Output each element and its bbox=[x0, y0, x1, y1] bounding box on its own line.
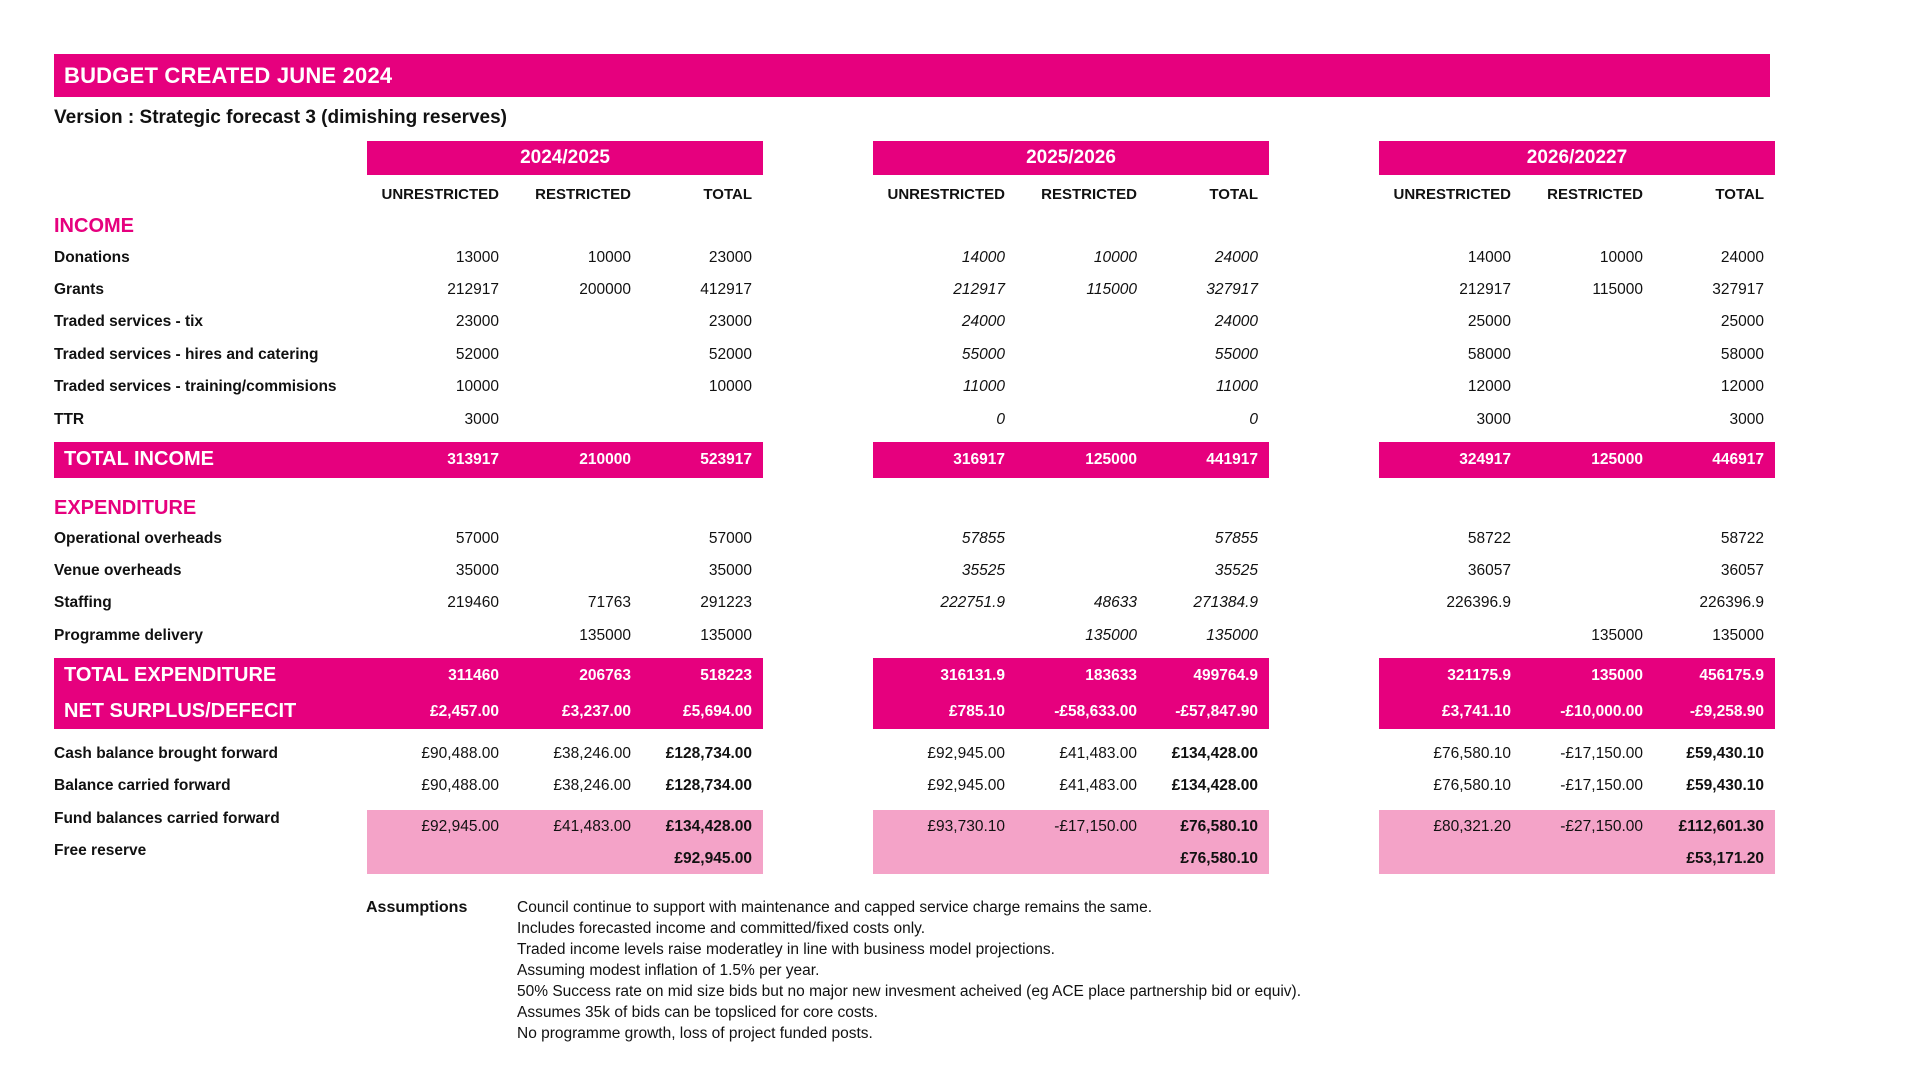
fund-cf-y3-col1: £80,321.20 bbox=[1433, 818, 1511, 835]
year-header-3: 2026/20227 bbox=[1379, 141, 1775, 175]
total-expenditure-y2-col3: 499764.9 bbox=[1193, 667, 1258, 684]
staffing-y1-col3: 291223 bbox=[700, 594, 752, 611]
cash-bf-y3-col2: -£17,150.00 bbox=[1560, 745, 1643, 762]
total-expenditure-y3-col3: 456175.9 bbox=[1699, 667, 1764, 684]
operational-y2-col1: 57855 bbox=[961, 530, 1005, 547]
grants-y3-col2: 115000 bbox=[1592, 281, 1643, 298]
balance-cf-y1-col3: £128,734.00 bbox=[665, 777, 752, 794]
fund-cf-y1-col1: £92,945.00 bbox=[421, 818, 499, 835]
free-reserve-y2-col3: £76,580.10 bbox=[1180, 850, 1258, 867]
total-expenditure-y1-col2: 206763 bbox=[579, 667, 631, 684]
venue-y1-col1: 35000 bbox=[455, 562, 499, 579]
donations-y2-col3: 24000 bbox=[1214, 249, 1258, 266]
total-expenditure-y3-col1: 321175.9 bbox=[1447, 667, 1511, 684]
total-income-y2-col1: 316917 bbox=[953, 451, 1005, 468]
donations-y2-col1: 14000 bbox=[961, 249, 1005, 266]
free-reserve-y3-col3: £53,171.20 bbox=[1686, 850, 1764, 867]
staffing-y1-col1: 219460 bbox=[447, 594, 499, 611]
income-heading: INCOME bbox=[54, 215, 134, 237]
tix-y1-col3: 23000 bbox=[708, 313, 752, 330]
cash-bf-y3-col3: £59,430.10 bbox=[1686, 745, 1764, 762]
grants-y2-col1: 212917 bbox=[953, 281, 1005, 298]
training-y3-col3: 12000 bbox=[1720, 378, 1764, 395]
staffing-y1-col2: 71763 bbox=[587, 594, 631, 611]
total-income-y1-col1: 313917 bbox=[447, 451, 499, 468]
net-y3-col1: £3,741.10 bbox=[1442, 703, 1511, 720]
column-header-1-1: UNRESTRICTED bbox=[381, 186, 499, 203]
ttr-y2-col3: 0 bbox=[1249, 411, 1258, 428]
venue-y3-col3: 36057 bbox=[1720, 562, 1764, 579]
column-header-2-1: UNRESTRICTED bbox=[887, 186, 1005, 203]
donations-y2-col2: 10000 bbox=[1093, 249, 1137, 266]
total-income-y3-col1: 324917 bbox=[1459, 451, 1511, 468]
net-y2-col2: -£58,633.00 bbox=[1054, 703, 1137, 720]
assumption-line: No programme growth, loss of project funded posts. bbox=[517, 1025, 873, 1042]
balance-cf-y3-col3: £59,430.10 bbox=[1686, 777, 1764, 794]
assumption-line: Traded income levels raise moderatley in line with business model projections. bbox=[517, 941, 1055, 958]
total-expenditure-y1-col1: 311460 bbox=[448, 667, 499, 684]
row-label-venue: Venue overheads bbox=[54, 562, 182, 579]
balance-cf-y1-col1: £90,488.00 bbox=[421, 777, 499, 794]
grants-y3-col1: 212917 bbox=[1459, 281, 1511, 298]
grants-y3-col3: 327917 bbox=[1712, 281, 1764, 298]
row-label-grants: Grants bbox=[54, 281, 104, 298]
grants-y2-col2: 115000 bbox=[1086, 281, 1137, 298]
total-expenditure-y3-col2: 135000 bbox=[1591, 667, 1643, 684]
column-header-3-1: UNRESTRICTED bbox=[1393, 186, 1511, 203]
net-y2-col1: £785.10 bbox=[948, 703, 1005, 720]
title-bar bbox=[54, 54, 1770, 97]
total-expenditure-y2-col2: 183633 bbox=[1085, 667, 1137, 684]
venue-y1-col3: 35000 bbox=[708, 562, 752, 579]
total-income-y1-col3: 523917 bbox=[700, 451, 752, 468]
venue-y3-col1: 36057 bbox=[1467, 562, 1511, 579]
row-label-total-expenditure: TOTAL EXPENDITURE bbox=[64, 664, 277, 686]
row-label-staffing: Staffing bbox=[54, 594, 112, 611]
operational-y2-col3: 57855 bbox=[1214, 530, 1258, 547]
donations-y3-col3: 24000 bbox=[1720, 249, 1764, 266]
tix-y1-col1: 23000 bbox=[455, 313, 499, 330]
total-income-y3-col3: 446917 bbox=[1712, 451, 1764, 468]
programme-y2-col3: 135000 bbox=[1206, 627, 1258, 644]
cash-bf-y1-col3: £128,734.00 bbox=[665, 745, 752, 762]
total-income-y2-col3: 441917 bbox=[1206, 451, 1258, 468]
total-expenditure-y2-col1: 316131.9 bbox=[940, 667, 1005, 684]
assumption-line: Council continue to support with maintenance and capped service charge remains the same. bbox=[517, 899, 1153, 916]
net-y1-col1: £2,457.00 bbox=[430, 703, 499, 720]
operational-y1-col3: 57000 bbox=[708, 530, 752, 547]
year-header-1: 2024/2025 bbox=[367, 141, 763, 175]
hires-y2-col3: 55000 bbox=[1214, 346, 1258, 363]
balance-cf-y2-col1: £92,945.00 bbox=[927, 777, 1005, 794]
fund-cf-y2-col1: £93,730.10 bbox=[927, 818, 1005, 835]
operational-y3-col3: 58722 bbox=[1720, 530, 1764, 547]
assumption-line: Includes forecasted income and committed/fixed costs only. bbox=[517, 920, 926, 937]
net-y2-col3: -£57,847.90 bbox=[1175, 703, 1258, 720]
staffing-y3-col3: 226396.9 bbox=[1699, 594, 1764, 611]
donations-y3-col1: 14000 bbox=[1467, 249, 1511, 266]
row-label-hires: Traded services - hires and catering bbox=[54, 346, 319, 363]
donations-y3-col2: 10000 bbox=[1599, 249, 1643, 266]
total-income-y2-col2: 125000 bbox=[1085, 451, 1137, 468]
fund-cf-y1-col3: £134,428.00 bbox=[665, 818, 752, 835]
net-y1-col3: £5,694.00 bbox=[683, 703, 752, 720]
ttr-y3-col1: 3000 bbox=[1476, 411, 1511, 428]
column-header-3-2: RESTRICTED bbox=[1547, 186, 1643, 203]
column-header-3-3: TOTAL bbox=[1715, 186, 1764, 203]
fund-cf-y3-col3: £112,601.30 bbox=[1678, 818, 1764, 835]
row-label-programme: Programme delivery bbox=[54, 627, 204, 644]
column-header-1-3: TOTAL bbox=[703, 186, 752, 203]
training-y1-col1: 10000 bbox=[455, 378, 499, 395]
staffing-y2-col3: 271384.9 bbox=[1193, 594, 1258, 611]
training-y2-col1: 11000 bbox=[963, 378, 1005, 395]
balance-cf-y3-col1: £76,580.10 bbox=[1433, 777, 1511, 794]
tix-y3-col1: 25000 bbox=[1467, 313, 1511, 330]
programme-y3-col3: 135000 bbox=[1712, 627, 1764, 644]
donations-y1-col1: 13000 bbox=[455, 249, 499, 266]
expenditure-heading: EXPENDITURE bbox=[54, 497, 197, 519]
training-y2-col3: 11000 bbox=[1216, 378, 1258, 395]
column-header-1-2: RESTRICTED bbox=[535, 186, 631, 203]
tix-y2-col3: 24000 bbox=[1214, 313, 1258, 330]
total-expenditure-y1-col3: 518223 bbox=[700, 667, 752, 684]
cash-bf-y1-col1: £90,488.00 bbox=[421, 745, 499, 762]
ttr-y2-col1: 0 bbox=[996, 411, 1005, 428]
row-label-ttr: TTR bbox=[54, 411, 85, 428]
staffing-y2-col1: 222751.9 bbox=[940, 594, 1005, 611]
ttr-y3-col3: 3000 bbox=[1729, 411, 1764, 428]
column-header-2-3: TOTAL bbox=[1209, 186, 1258, 203]
row-label-donations: Donations bbox=[54, 249, 130, 266]
assumptions-label: Assumptions bbox=[366, 899, 468, 916]
ttr-y1-col1: 3000 bbox=[464, 411, 499, 428]
balance-cf-y2-col2: £41,483.00 bbox=[1059, 777, 1137, 794]
net-y1-col2: £3,237.00 bbox=[562, 703, 631, 720]
cash-bf-y2-col3: £134,428.00 bbox=[1171, 745, 1258, 762]
hires-y2-col1: 55000 bbox=[961, 346, 1005, 363]
training-y3-col1: 12000 bbox=[1467, 378, 1511, 395]
grants-y1-col1: 212917 bbox=[447, 281, 499, 298]
row-label-free-reserve: Free reserve bbox=[54, 842, 147, 859]
balance-cf-y1-col2: £38,246.00 bbox=[553, 777, 631, 794]
fund-cf-y3-col2: -£27,150.00 bbox=[1560, 818, 1643, 835]
balance-cf-y2-col3: £134,428.00 bbox=[1171, 777, 1258, 794]
balance-cf-y3-col2: -£17,150.00 bbox=[1560, 777, 1643, 794]
training-y1-col3: 10000 bbox=[708, 378, 752, 395]
programme-y3-col2: 135000 bbox=[1591, 627, 1643, 644]
venue-y2-col3: 35525 bbox=[1214, 562, 1258, 579]
year-header-2: 2025/2026 bbox=[873, 141, 1269, 175]
assumption-line: Assuming modest inflation of 1.5% per year. bbox=[517, 962, 820, 979]
cash-bf-y2-col1: £92,945.00 bbox=[927, 745, 1005, 762]
operational-y1-col1: 57000 bbox=[455, 530, 499, 547]
row-label-net: NET SURPLUS/DEFECIT bbox=[64, 700, 297, 722]
row-label-cash-bf: Cash balance brought forward bbox=[54, 745, 278, 762]
donations-y1-col3: 23000 bbox=[708, 249, 752, 266]
donations-y1-col2: 10000 bbox=[587, 249, 631, 266]
fund-cf-y2-col3: £76,580.10 bbox=[1180, 818, 1258, 835]
staffing-y2-col2: 48633 bbox=[1093, 594, 1137, 611]
programme-y1-col3: 135000 bbox=[700, 627, 752, 644]
row-label-training: Traded services - training/commisions bbox=[54, 378, 337, 395]
hires-y3-col3: 58000 bbox=[1720, 346, 1764, 363]
hires-y3-col1: 58000 bbox=[1467, 346, 1511, 363]
cash-bf-y3-col1: £76,580.10 bbox=[1433, 745, 1511, 762]
assumption-line: Assumes 35k of bids can be topsliced for core costs. bbox=[517, 1004, 878, 1021]
operational-y3-col1: 58722 bbox=[1467, 530, 1511, 547]
row-label-operational: Operational overheads bbox=[54, 530, 222, 547]
hires-y1-col3: 52000 bbox=[708, 346, 752, 363]
tix-y2-col1: 24000 bbox=[961, 313, 1005, 330]
hires-y1-col1: 52000 bbox=[455, 346, 499, 363]
grants-y2-col3: 327917 bbox=[1206, 281, 1258, 298]
free-reserve-y1-col3: £92,945.00 bbox=[674, 850, 752, 867]
total-income-y1-col2: 210000 bbox=[579, 451, 631, 468]
fund-cf-y1-col2: £41,483.00 bbox=[553, 818, 631, 835]
net-y3-col2: -£10,000.00 bbox=[1560, 703, 1643, 720]
grants-y1-col3: 412917 bbox=[700, 281, 752, 298]
programme-y1-col2: 135000 bbox=[579, 627, 631, 644]
total-income-y3-col2: 125000 bbox=[1591, 451, 1643, 468]
page-title: BUDGET CREATED JUNE 2024 bbox=[64, 63, 393, 88]
tix-y3-col3: 25000 bbox=[1720, 313, 1764, 330]
column-header-2-2: RESTRICTED bbox=[1041, 186, 1137, 203]
assumption-line: 50% Success rate on mid size bids but no major new invesment acheived (eg ACE place partnership bid or equiv). bbox=[517, 983, 1302, 1000]
fund-cf-y2-col2: -£17,150.00 bbox=[1054, 818, 1137, 835]
row-label-total-income: TOTAL INCOME bbox=[64, 448, 214, 470]
row-label-balance-cf: Balance carried forward bbox=[54, 777, 231, 794]
cash-bf-y2-col2: £41,483.00 bbox=[1059, 745, 1137, 762]
programme-y2-col2: 135000 bbox=[1085, 627, 1137, 644]
version-label: Version : Strategic forecast 3 (dimishing reserves) bbox=[54, 107, 508, 128]
row-label-fund-cf: Fund balances carried forward bbox=[54, 810, 280, 827]
staffing-y3-col1: 226396.9 bbox=[1446, 594, 1511, 611]
row-label-tix: Traded services - tix bbox=[54, 313, 204, 330]
cash-bf-y1-col2: £38,246.00 bbox=[553, 745, 631, 762]
grants-y1-col2: 200000 bbox=[579, 281, 631, 298]
venue-y2-col1: 35525 bbox=[961, 562, 1005, 579]
net-y3-col3: -£9,258.90 bbox=[1689, 703, 1764, 720]
